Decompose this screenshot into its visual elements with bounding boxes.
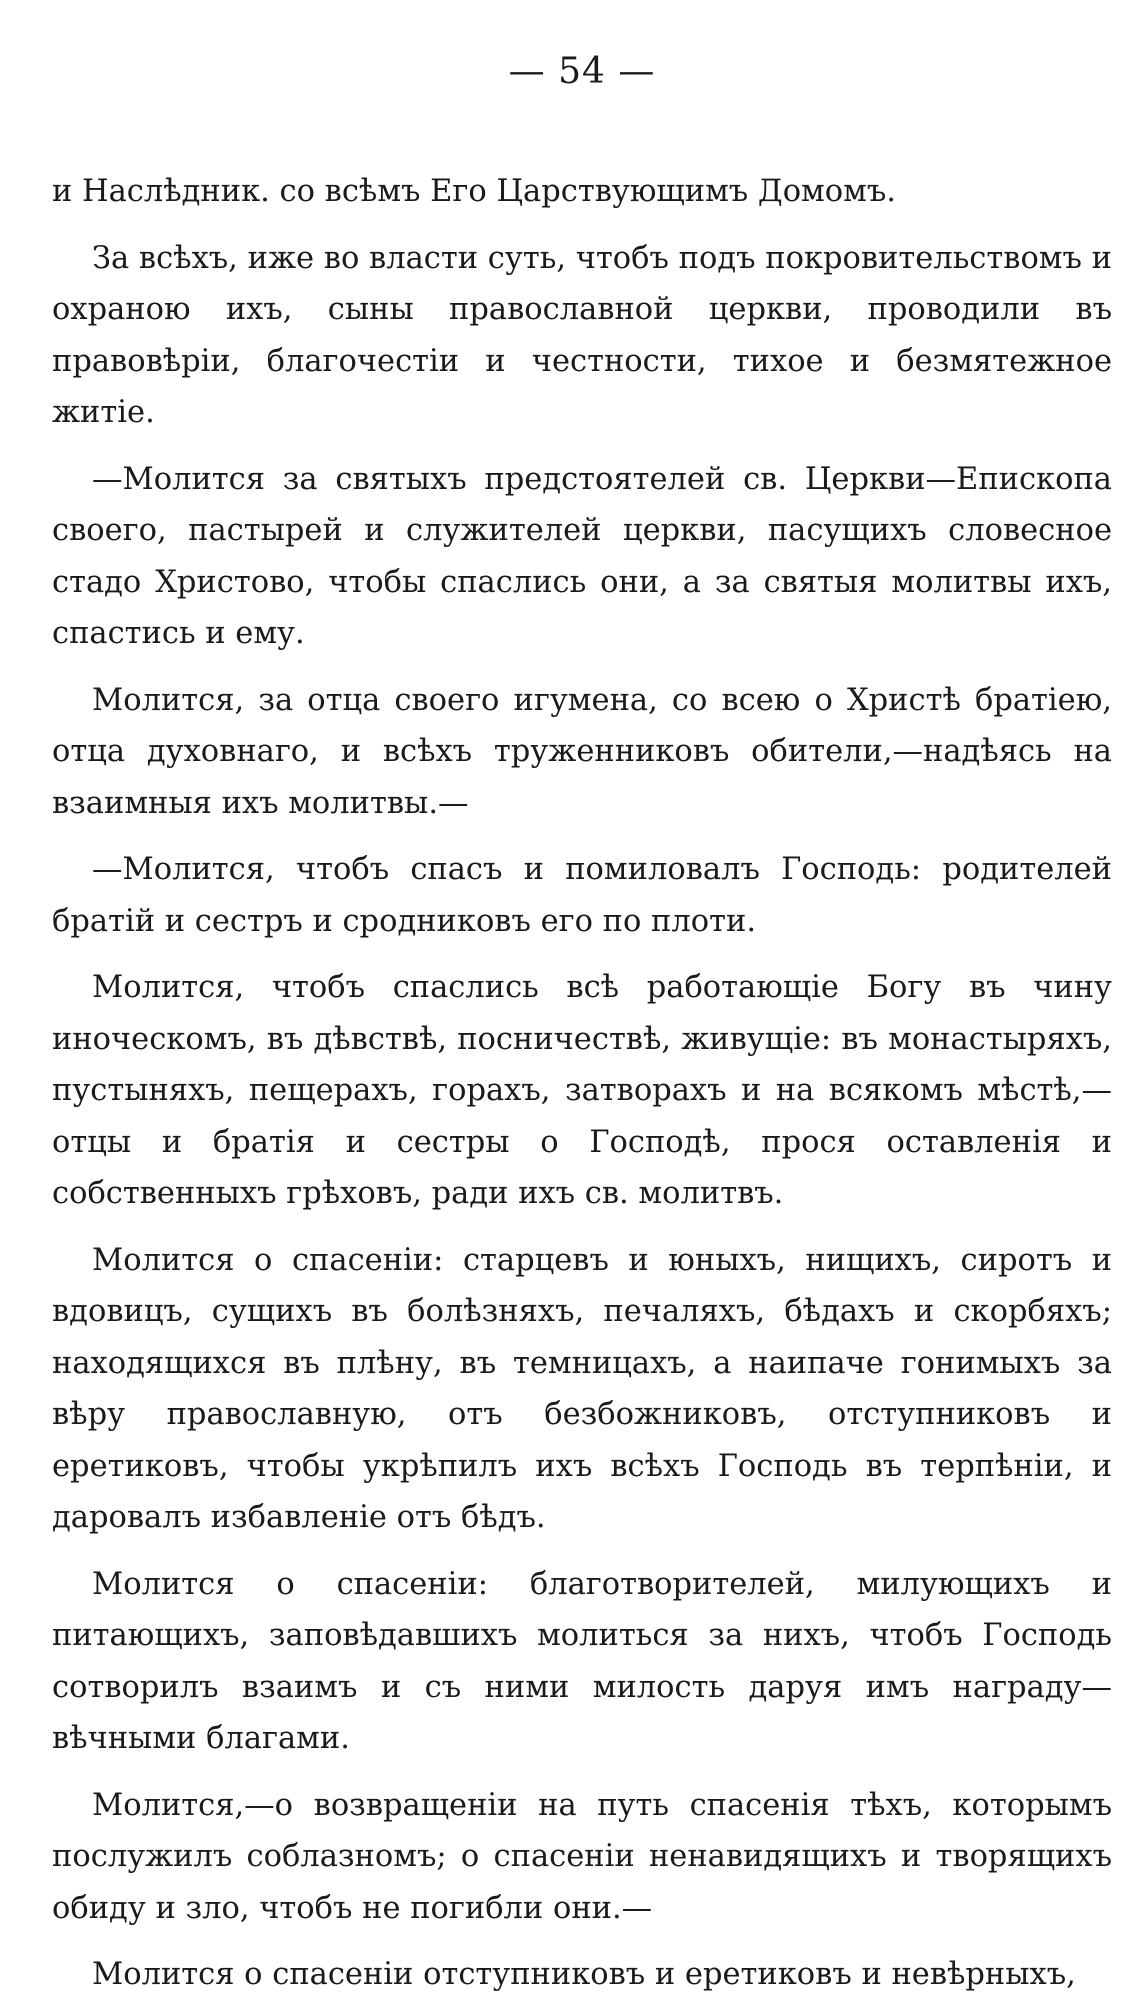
page-number: — 54 — [508, 51, 656, 92]
paragraph-5: —Молится, чтобъ спасъ и помиловалъ Господь: родителей братій и сестръ и сродниковъ его по плоти. [52, 852, 1112, 939]
paragraph-8: Молится о спасеніи: благотворителей, милующихъ и питающихъ, заповѣдавшихъ молиться за нихъ, чтобъ Господь сотворилъ взаимъ и съ ними милость даруя имъ награду—вѣчными благами. [52, 1566, 1112, 1756]
paragraph-1: и Наслѣдник. со всѣмъ Его Царствующимъ Домомъ. [52, 174, 896, 209]
paragraph-6: Молится, чтобъ спаслись всѣ работающіе Богу въ чину иноческомъ, въ дѣвствѣ, посничествѣ, живущіе: въ монастыряхъ, пустыняхъ, пещерахъ, горахъ, затворахъ и на всякомъ мѣстѣ,—отцы и братія и сестры о Господѣ, прося оставленія и собственныхъ грѣховъ, ради ихъ св. молитвъ. [52, 970, 1112, 1211]
paragraph-10: Молится о спасеніи отступниковъ и еретиковъ и невѣрныхъ, [92, 1957, 1076, 1992]
paragraph-4: Молится, за отца своего игумена, со всею о Христѣ братіею, отца духовнаго, и всѣхъ труженниковъ обители,—надѣясь на взаимныя ихъ молитвы.— [52, 682, 1112, 821]
paragraph-3: —Молится за святыхъ предстоятелей св. Церкви—Епископа своего, пастырей и служителей церкви, пасущихъ словесное стадо Христово, чтобы спаслись они, а за святыя молитвы ихъ, спастись и ему. [52, 461, 1112, 651]
paragraph-9: Молится,—о возвращеніи на путь спасенія тѣхъ, которымъ послужилъ соблазномъ; о спасеніи ненавидящихъ и творящихъ обиду и зло, чтобъ не погибли они.— [52, 1787, 1112, 1926]
paragraph-2: За всѣхъ, иже во власти суть, чтобъ подъ покровительствомъ и охраною ихъ, сыны православной церкви, проводили въ правовѣріи, благочестіи и честности, тихое и безмятежное житіе. [52, 240, 1112, 430]
paragraph-7: Молится о спасеніи: старцевъ и юныхъ, нищихъ, сиротъ и вдовицъ, сущихъ въ болѣзняхъ, печаляхъ, бѣдахъ и скорбяхъ; находящихся въ плѣну, въ темницахъ, а наипаче гонимыхъ за вѣру православную, отъ безбожниковъ, отступниковъ и еретиковъ, чтобы укрѣпилъ ихъ всѣхъ Господь въ терпѣніи, и даровалъ избавленіе отъ бѣдъ. [52, 1242, 1112, 1535]
